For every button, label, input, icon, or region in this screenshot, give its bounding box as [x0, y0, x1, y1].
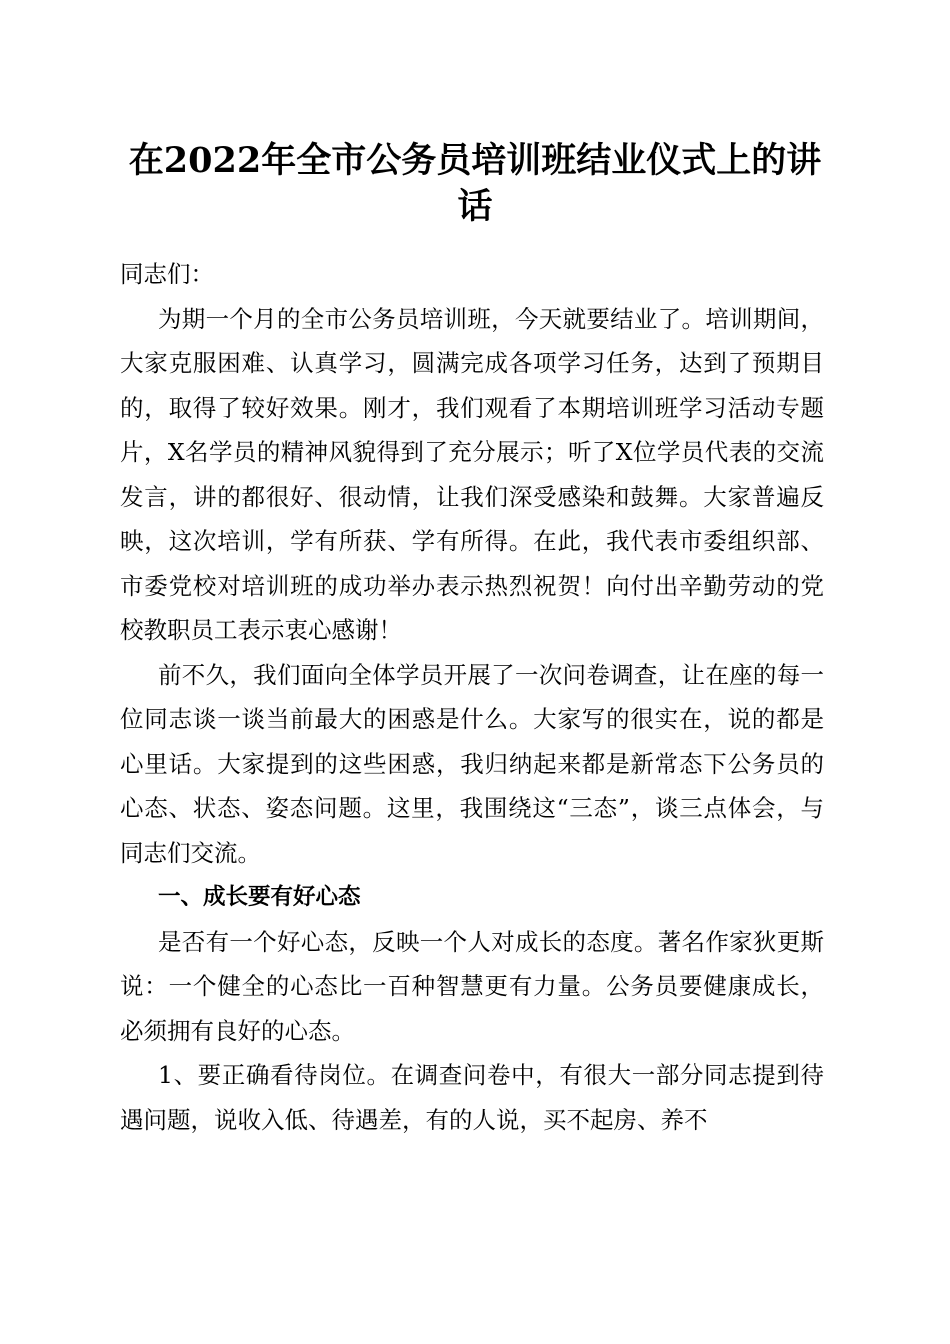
paragraph-opening: 为期一个月的全市公务员培训班，今天就要结业了。培训期间，大家克服困难、认真学习，圆满完成各项学习任务，达到了预期目的，取得了较好效果。刚才，我们观看了本期培训班学习活动专题片，X名学员的精神风貌得到了充分展示；听了X位学员代表的交流发言，讲的都很好、很动情，让我们深受感染和鼓舞。大家普遍反映，这次培训，学有所获、学有所得。在此，我代表市委组织部、市委党校对培训班的成功举办表示热烈祝贺！向付出辛勤劳动的党校教职员工表示衷心感谢！ [120, 304, 824, 644]
section-heading: 一、成长要有好心态 [158, 884, 361, 910]
salutation: 同志们： [120, 260, 214, 288]
paragraph-mindset: 是否有一个好心态，反映一个人对成长的态度。著名作家狄更斯说：一个健全的心态比一百种智慧更有力量。公务员要健康成长，必须拥有良好的心态。 [120, 927, 824, 1045]
document-body [120, 252, 824, 1142]
document-title: 在2022年全市公务员培训班结业仪式上的讲话 [128, 140, 822, 227]
paragraph-survey: 前不久，我们面向全体学员开展了一次问卷调查，让在座的每一位同志谈一谈当前最大的困惑是什么。大家写的很实在，说的都是心里话。大家提到的这些困惑，我归纳起来都是新常态下公务员的心态、状态、姿态问题。这里，我围绕这“三态”，谈三点体会，与同志们交流。 [120, 660, 824, 867]
paragraph-position: 1、要正确看待岗位。在调查问卷中，有很大一部分同志提到待遇问题，说收入低、待遇差，有的人说，买不起房、养不 [120, 1061, 824, 1134]
